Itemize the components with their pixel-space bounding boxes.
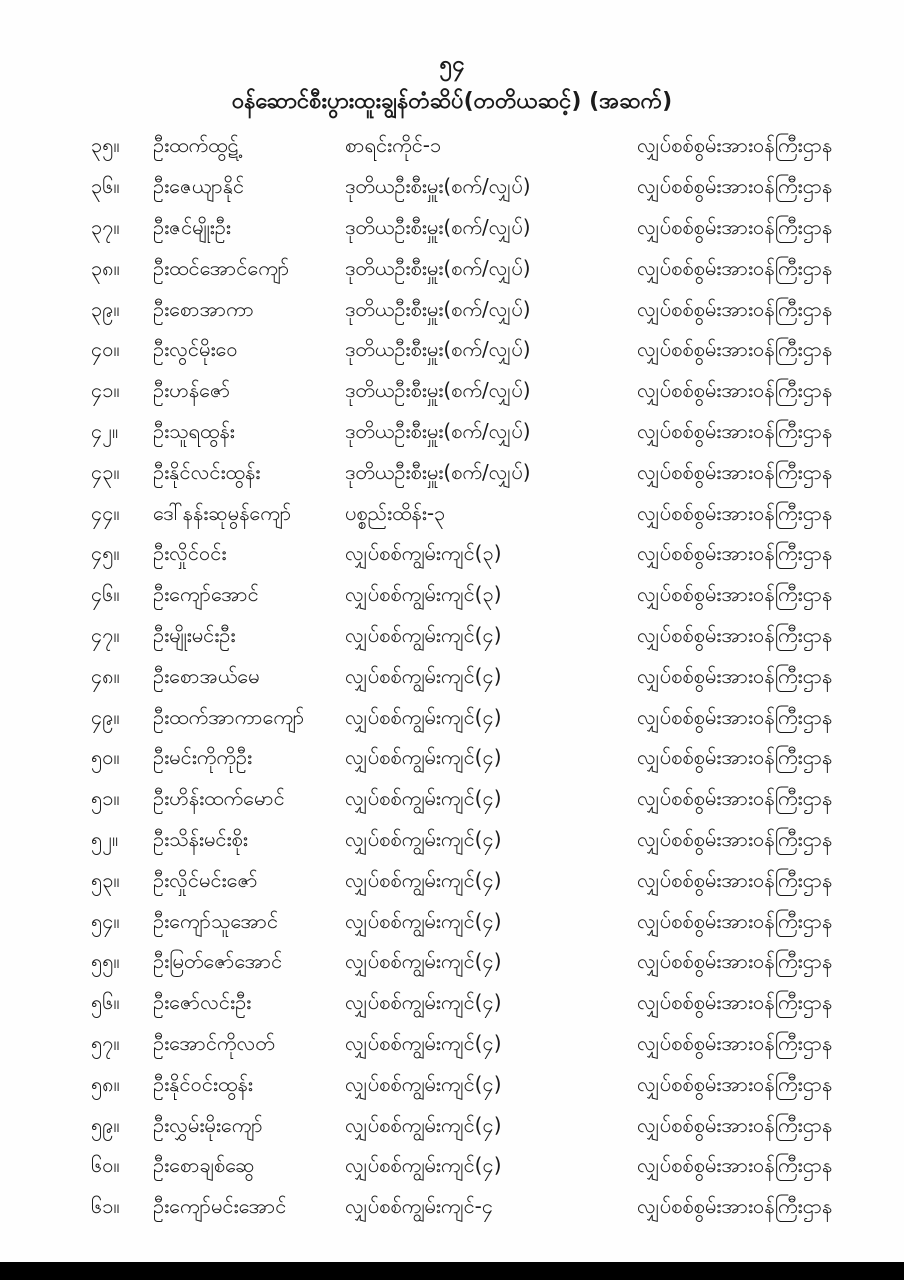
- person-name: ဦးထက်အာကာကျော်: [153, 704, 305, 729]
- person-name: ဦးမင်းကိုကိုဦး: [153, 745, 253, 770]
- ministry-name: လျှပ်စစ်စွမ်းအားဝန်ကြီးဌာန: [637, 622, 833, 647]
- ministry-name: လျှပ်စစ်စွမ်းအားဝန်ကြီးဌာန: [637, 990, 833, 1015]
- table-row: [0, 617, 904, 658]
- position-title: ဒုတိယဦးစီးမှူး(စက်/လျှပ်): [345, 418, 531, 443]
- table-row: [0, 249, 904, 290]
- row-number: ၄၇။: [91, 622, 120, 647]
- ministry-name: လျှပ်စစ်စွမ်းအားဝန်ကြီးဌာန: [637, 541, 833, 566]
- table-row: [0, 984, 904, 1025]
- table-row: [0, 168, 904, 209]
- position-title: လျှပ်စစ်ကျွမ်းကျင်(၄): [345, 786, 502, 811]
- table-row: [0, 535, 904, 576]
- row-number: ၄၈။: [91, 663, 120, 688]
- scan-edge-artifact: [0, 1262, 904, 1280]
- table-row: [0, 331, 904, 372]
- ministry-name: လျှပ်စစ်စွမ်းအားဝန်ကြီးဌာန: [637, 1030, 833, 1055]
- ministry-name: လျှပ်စစ်စွမ်းအားဝန်ကြီးဌာန: [637, 1112, 833, 1137]
- ministry-name: လျှပ်စစ်စွမ်းအားဝန်ကြီးဌာန: [637, 1194, 833, 1219]
- row-number: ၅၆။: [91, 990, 120, 1015]
- person-name: ဦးထက်ထွဋ့်: [153, 133, 239, 158]
- table-row: [0, 780, 904, 821]
- ministry-name: လျှပ်စစ်စွမ်းအားဝန်ကြီးဌာန: [637, 378, 833, 403]
- table-row: [0, 902, 904, 943]
- position-title: လျှပ်စစ်ကျွမ်းကျင်(၃): [345, 541, 502, 566]
- table-row: [0, 657, 904, 698]
- position-title: လျှပ်စစ်ကျွမ်းကျင်(၄): [345, 663, 502, 688]
- ministry-name: လျှပ်စစ်စွမ်းအားဝန်ကြီးဌာန: [637, 296, 833, 321]
- ministry-name: လျှပ်စစ်စွမ်းအားဝန်ကြီးဌာန: [637, 174, 833, 199]
- position-title: ပစ္စည်းထိန်း-၃: [345, 500, 446, 525]
- ministry-name: လျှပ်စစ်စွမ်းအားဝန်ကြီးဌာန: [637, 214, 833, 239]
- table-row: [0, 1147, 904, 1188]
- row-number: ၄၄။: [91, 500, 120, 525]
- person-name: ဒေါ်နန်းဆုမွန်ကျော်: [153, 500, 292, 525]
- person-name: ဦးမြတ်ဇော်အောင်: [153, 949, 283, 974]
- award-list: [0, 127, 904, 1229]
- table-row: [0, 1188, 904, 1229]
- page-number: ၅၄: [439, 52, 465, 77]
- table-row: [0, 943, 904, 984]
- position-title: လျှပ်စစ်ကျွမ်းကျင်(၄): [345, 990, 502, 1015]
- table-row: [0, 413, 904, 454]
- ministry-name: လျှပ်စစ်စွမ်းအားဝန်ကြီးဌာန: [637, 663, 833, 688]
- ministry-name: လျှပ်စစ်စွမ်းအားဝန်ကြီးဌာန: [637, 500, 833, 525]
- ministry-name: လျှပ်စစ်စွမ်းအားဝန်ကြီးဌာန: [637, 867, 833, 892]
- person-name: ဦးအောင်ကိုလတ်: [153, 1030, 275, 1055]
- person-name: ဦးဇော်လင်းဦး: [153, 990, 252, 1015]
- person-name: ဦးသိန်းမင်းစိုး: [153, 826, 248, 851]
- table-row: [0, 861, 904, 902]
- row-number: ၅၅။: [91, 949, 120, 974]
- row-number: ၄၁။: [91, 378, 120, 403]
- row-number: ၅၀။: [91, 745, 120, 770]
- position-title: ဒုတိယဦးစီးမှူး(စက်/လျှပ်): [345, 337, 531, 362]
- row-number: ၅၇။: [91, 1030, 120, 1055]
- position-title: လျှပ်စစ်ကျွမ်းကျင်(၄): [345, 745, 502, 770]
- position-title: လျှပ်စစ်ကျွမ်းကျင်(၄): [345, 1030, 502, 1055]
- ministry-name: လျှပ်စစ်စွမ်းအားဝန်ကြီးဌာန: [637, 459, 833, 484]
- person-name: ဦးထင်အောင်ကျော်: [153, 255, 290, 280]
- position-title: ဒုတိယဦးစီးမှူး(စက်/လျှပ်): [345, 296, 531, 321]
- document-title: ဝန်ဆောင်စီးပွားထူးချွန်တံဆိပ်(တတိယဆင့်) (အဆက်): [231, 89, 673, 114]
- row-number: ၄၂။: [91, 418, 119, 443]
- position-title: လျှပ်စစ်ကျွမ်းကျင်(၄): [345, 949, 502, 974]
- position-title: ဒုတိယဦးစီးမှူး(စက်/လျှပ်): [345, 255, 531, 280]
- table-row: [0, 290, 904, 331]
- ministry-name: လျှပ်စစ်စွမ်းအားဝန်ကြီးဌာန: [637, 337, 833, 362]
- table-row: [0, 372, 904, 413]
- position-title: လျှပ်စစ်ကျွမ်းကျင်(၄): [345, 867, 502, 892]
- row-number: ၅၄။: [91, 908, 120, 933]
- position-title: ဒုတိယဦးစီးမှူး(စက်/လျှပ်): [345, 214, 531, 239]
- position-title: လျှပ်စစ်ကျွမ်းကျင်(၄): [345, 1153, 502, 1178]
- position-title: လျှပ်စစ်ကျွမ်းကျင်-၄: [345, 1194, 494, 1219]
- position-title: လျှပ်စစ်ကျွမ်းကျင်(၄): [345, 826, 502, 851]
- ministry-name: လျှပ်စစ်စွမ်းအားဝန်ကြီးဌာန: [637, 1071, 833, 1096]
- table-row: [0, 453, 904, 494]
- row-number: ၃၈။: [91, 255, 120, 280]
- ministry-name: လျှပ်စစ်စွမ်းအားဝန်ကြီးဌာန: [637, 582, 833, 607]
- row-number: ၃၆။: [91, 174, 120, 199]
- row-number: ၅၉။: [91, 1112, 120, 1137]
- ministry-name: လျှပ်စစ်စွမ်းအားဝန်ကြီးဌာန: [637, 418, 833, 443]
- position-title: ဒုတိယဦးစီးမှူး(စက်/လျှပ်): [345, 459, 531, 484]
- ministry-name: လျှပ်စစ်စွမ်းအားဝန်ကြီးဌာန: [637, 786, 833, 811]
- person-name: ဦးစောအာကာ: [153, 296, 254, 321]
- table-row: [0, 209, 904, 250]
- table-row: [0, 127, 904, 168]
- person-name: ဦးသူရထွန်း: [153, 418, 235, 443]
- table-row: [0, 739, 904, 780]
- person-name: ဦးကျော်အောင်: [153, 582, 259, 607]
- row-number: ၃၉။: [91, 296, 120, 321]
- ministry-name: လျှပ်စစ်စွမ်းအားဝန်ကြီးဌာန: [637, 908, 833, 933]
- position-title: စာရင်းကိုင်-၁: [345, 133, 442, 158]
- person-name: ဦးကျော်သူအောင်: [153, 908, 279, 933]
- table-row: [0, 821, 904, 862]
- position-title: ဒုတိယဦးစီးမှူး(စက်/လျှပ်): [345, 378, 531, 403]
- row-number: ၄၀။: [91, 337, 120, 362]
- ministry-name: လျှပ်စစ်စွမ်းအားဝန်ကြီးဌာန: [637, 745, 833, 770]
- ministry-name: လျှပ်စစ်စွမ်းအားဝန်ကြီးဌာန: [637, 704, 833, 729]
- row-number: ၅၃။: [91, 867, 120, 892]
- person-name: ဦးဟိန်းထက်မောင်: [153, 786, 285, 811]
- position-title: ဒုတိယဦးစီးမှူး(စက်/လျှပ်): [345, 174, 531, 199]
- position-title: လျှပ်စစ်ကျွမ်းကျင်(၃): [345, 582, 502, 607]
- person-name: ဦးနိုင်လင်းထွန်း: [153, 459, 261, 484]
- person-name: ဦးလှိုင်မင်းဇော်: [153, 867, 258, 892]
- person-name: ဦးဟန်ဇော်: [153, 378, 231, 403]
- person-name: ဦးဇင်မျိုးဦး: [153, 214, 231, 239]
- row-number: ၆၁။: [91, 1194, 120, 1219]
- row-number: ၅၁။: [91, 786, 120, 811]
- row-number: ၅၈။: [91, 1071, 120, 1096]
- ministry-name: လျှပ်စစ်စွမ်းအားဝန်ကြီးဌာန: [637, 255, 833, 280]
- table-row: [0, 494, 904, 535]
- table-row: [0, 698, 904, 739]
- person-name: ဦးလွင်မိုးဝေ: [153, 337, 238, 362]
- position-title: လျှပ်စစ်ကျွမ်းကျင်(၄): [345, 1071, 502, 1096]
- row-number: ၅၂။: [91, 826, 119, 851]
- row-number: ၄၅။: [91, 541, 120, 566]
- person-name: ဦးမျိုးမင်းဦး: [153, 622, 236, 647]
- ministry-name: လျှပ်စစ်စွမ်းအားဝန်ကြီးဌာန: [637, 133, 833, 158]
- table-row: [0, 1025, 904, 1066]
- person-name: ဦးစောအယ်မေ: [153, 663, 260, 688]
- position-title: လျှပ်စစ်ကျွမ်းကျင်(၄): [345, 622, 502, 647]
- table-row: [0, 1065, 904, 1106]
- row-number: ၄၃။: [91, 459, 120, 484]
- person-name: ဦးကျော်မင်းအောင်: [153, 1194, 287, 1219]
- ministry-name: လျှပ်စစ်စွမ်းအားဝန်ကြီးဌာန: [637, 1153, 833, 1178]
- ministry-name: လျှပ်စစ်စွမ်းအားဝန်ကြီးဌာန: [637, 949, 833, 974]
- person-name: ဦးဇေယျာနိုင်: [153, 174, 245, 199]
- person-name: ဦးနိုင်ဝင်းထွန်း: [153, 1071, 253, 1096]
- person-name: ဦးစောချစ်ဆွေ: [153, 1153, 255, 1178]
- row-number: ၃၅။: [91, 133, 120, 158]
- position-title: လျှပ်စစ်ကျွမ်းကျင်(၄): [345, 908, 502, 933]
- row-number: ၃၇။: [91, 214, 120, 239]
- ministry-name: လျှပ်စစ်စွမ်းအားဝန်ကြီးဌာန: [637, 826, 833, 851]
- person-name: ဦးလွှမ်းမိုးကျော်: [153, 1112, 263, 1137]
- row-number: ၄၉။: [91, 704, 120, 729]
- row-number: ၄၆။: [91, 582, 120, 607]
- position-title: လျှပ်စစ်ကျွမ်းကျင်(၄): [345, 704, 502, 729]
- position-title: လျှပ်စစ်ကျွမ်းကျင်(၄): [345, 1112, 502, 1137]
- table-row: [0, 1106, 904, 1147]
- table-row: [0, 576, 904, 617]
- person-name: ဦးလှိုင်ဝင်း: [153, 541, 227, 566]
- row-number: ၆၀။: [91, 1153, 120, 1178]
